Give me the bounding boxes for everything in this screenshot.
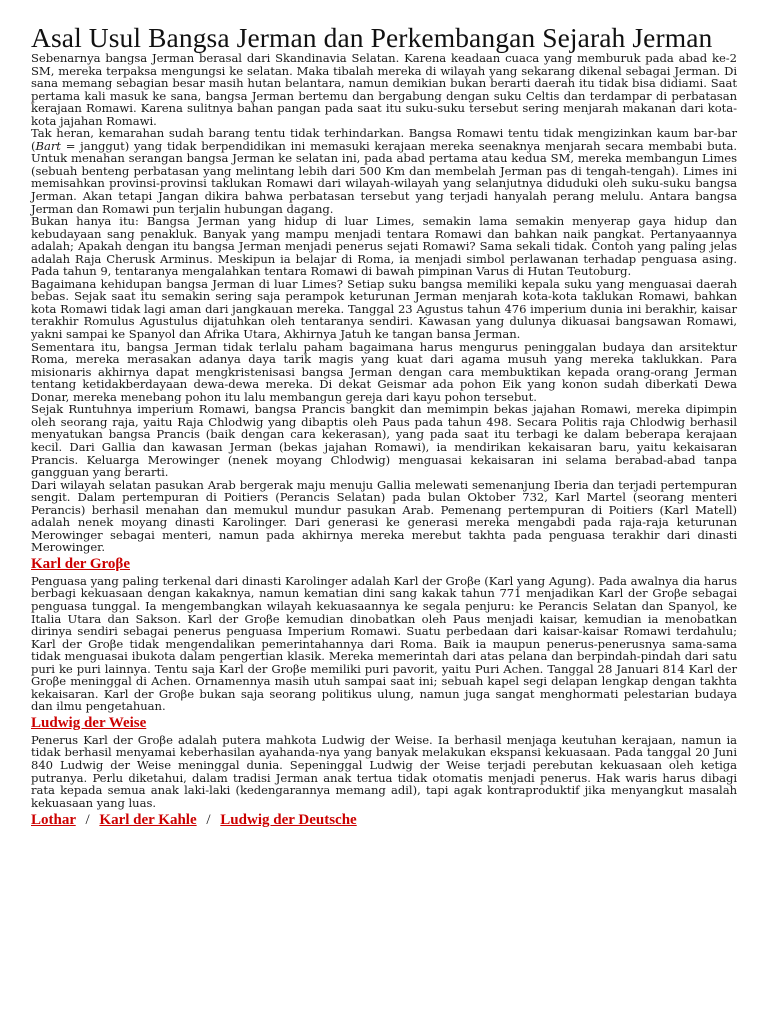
paragraph-3: Bukan hanya itu: Bangsa Jerman yang hidup di luar Limes, semakin lama semakin menyerap gaya hidup dan kebudayaan sang penakluk. Banyak yang mampu menjadi tentara Romawi dan bahkan naik pangkat. Pertanyaannya adalah; Apakah dengan itu bangsa Jerman menjadi penerus sejati Romawi? Sama sekali tidak. Contoh yang paling jelas adalah Raja Cherusk Arminus. Meskipun ia belajar di Roma, ia menjadi simbol perlawanan terhadap penguasa asing. Pada tahun 9, tentaranya mengalahkan tentara Romawi di bawah pimpinan Varus di Hutan Teutoburg.	[31, 214, 737, 279]
paragraph-5: Sementara itu, bangsa Jerman tidak terlalu paham bagaimana harus mengurus peninggalan budaya dan arsitektur Roma, mereka merasakan adanya daya tarik magis yang kuat dari agama musuh yang mereka taklukkan. Para misionaris akhirnya dapat mengkristenisasi bangsa Jerman dengan cara membuktikan kepada orang-orang Jerman tentang ketidakberdayaan dewa-dewa mereka. Di dekat Geismar ada pohon Eik yang konon sudah diberkati Dewa Donar, mereka menebang pohon itu lalu membangun gereja dari kayu pohon tersebut.	[31, 339, 737, 404]
paragraph-2: Tak heran, kemarahan sudah barang tentu tidak terhindarkan. Bangsa Romawi tentu tidak mengizinkan kaum bar-bar (Bart = janggut) yang tidak berpendidikan ini memasuki kerajaan mereka seenaknya menjarah secara membabi buta. Untuk menahan serangan bangsa Jerman ke selatan ini, pada abad pertama atau kedua SM, mereka membangun Limes (sebuah benteng perbatasan yang melintang lebih dari 500 Km dan membelah Jerman pas di tengah-tengah). Limes ini memisahkan provinsi-provinsi taklukan Romawi dari wilayah-wilayah yang selanjutnya diduduki oleh suku-suku bangsa Jerman. Akan tetapi Jangan dikira bahwa perbatasan tersebut yang terjadi hanyalah perang melulu. Antara bangsa Jerman dan Romawi pun terjalin hubungan dagang.	[31, 126, 737, 216]
link-karl-der-kahle[interactable]: Karl der Kahle	[99, 812, 197, 829]
paragraph-6: Sejak Runtuhnya imperium Romawi, bangsa Prancis bangkit dan memimpin bekas jajahan Romawi, mereka dipimpin oleh seorang raja, yaitu Raja Chlodwig yang dibaptis oleh Paus pada tahun 498. Secara Politis raja Chlodwig berhasil menyatukan bangsa Prancis (baik dengan cara kekerasan), yang pada saat itu terbagi ke dalam beberapa kerajaan kecil. Dari Gallia dan kawasan Jerman (bekas jajahan Romawi), ia mendirikan kekaisaran baru, yaitu kekaisaran Prancis. Keluarga Merowinger (nenek moyang Chlodwig) menguasai kekaisaran ini selama berabad-abad tanpa gangguan yang berarti.	[31, 402, 737, 480]
paragraph-karl-der-grosse: Penguasa yang paling terkenal dari dinasti Karolinger adalah Karl der Groβe (Karl yang Agung). Pada awalnya dia harus berbagi kekuasaan dengan kakaknya, namun kematian dini sang kakak tahun 771 menjadikan Karl der Groβe sebagai penguasa tunggal. Ia mengembangkan wilayah kekuasaannya ke segala penjuru: ke Perancis Selatan dan Spanyol, ke Italia Utara dan Sakson. Karl der Groβe kemudian dinobatkan oleh Paus menjadi kaisar, kemudian ia menobatkan dirinya sendiri sebagai penerus penguasa Imperium Romawi. Suatu perbedaan dari kaisar-kaisar Romawi terdahulu; Karl der Groβe tidak mengendalikan pemerintahannya dari Roma. Baik ia maupun penerus-penerusnya sama-sama tidak menguasai ibukota dalam pengertian klasik. Mereka memerintah dari atas pelana dan berpindah-pindah dari satu puri ke puri lainnya. Tentu saja Karl der Groβe memiliki puri pavorit, yaitu Puri Achen. Tanggal 28 Januari 814 Karl der Groβe meninggal di Achen. Ornamennya masih utuh sampai saat ini; sebuah kapel segi delapan lengkap dengan takhta kekaisaran. Karl der Groβe bukan saja seorang politikus ulung, namun juga sangat menghormati pelestarian budaya dan ilmu pengetahuan.	[31, 573, 737, 714]
section-body-ludwig-der-weise	[31, 734, 737, 809]
paragraph-1: Sebenarnya bangsa Jerman berasal dari Skandinavia Selatan. Karena keadaan cuaca yang memburuk pada abad ke-2 SM, mereka terpaksa mengungsi ke selatan. Maka tibalah mereka di wilayah yang sekarang dikenal sebagai Jerman. Di sana memang sebagian besar masih hutan belantara, namun demikian bukan berarti daerah itu tidak bisa didiami. Saat pertama kali masuk ke sana, bangsa Jerman bertemu dan bergabung dengan suku Celtis dan terdampar di perbatasan kerajaan Romawi. Karena sulitnya bahan pangan pada saat itu suku-suku tersebut sering menjarah makanan dari kota-kota jajahan Romawi.	[31, 51, 737, 128]
paragraph-ludwig-der-weise: Penerus Karl der Groβe adalah putera mahkota Ludwig der Weise. Ia berhasil menjaga keutuhan kerajaan, namun ia tidak berhasil menyamai keberhasilan ayahanda-nya yang banyak melakukan ekspansi kekuasaan. Pada tanggal 20 Juni 840 Ludwig der Weise meninggal dunia. Sepeninggal Ludwig der Weise terjadi perebutan kekuasaan oleh ketiga putranya. Perlu diketahui, dalam tradisi Jerman anak tertua tidak otomatis menjadi penerus. Hak waris harus dibagi rata kepada semua anak laki-laki (kedengarannya memang adil), tapi agak kontraproduktif jika menyangkut masalah kekuasaan yang luas.	[31, 732, 737, 810]
link-karl-der-grosse[interactable]: Karl der Groβe	[31, 555, 130, 572]
page-title: Asal Usul Bangsa Jerman dan Perkembangan Sejarah Jerman	[31, 22, 713, 53]
paragraph-7: Dari wilayah selatan pasukan Arab bergerak maju menuju Gallia melewati semenanjung Iberia dan terjadi pertempuran sengit. Dalam pertempuran di Poitiers (Perancis Selatan) pada bulan Oktober 732, Karl Martel (seorang menteri Perancis) berhasil menahan dan memukul mundur pasukan Arab. Pemenang pertempuran di Poitiers (Karl Matell) adalah nenek moyang dinasti Karolinger. Dari generasi ke generasi mereka mengabdi pada raja-raja keturunan Merowinger sebagai menteri, namun pada akhirnya mereka merebut takhta pada penguasa terakhir dari dinasti Merowinger.	[31, 477, 737, 555]
article-body	[31, 52, 737, 554]
link-lothar[interactable]: Lothar	[31, 812, 76, 829]
successor-links	[31, 812, 737, 829]
nav-separator: /	[85, 812, 90, 829]
section-heading-ludwig-der-weise	[31, 715, 737, 732]
paragraph-4: Bagaimana kehidupan bangsa Jerman di luar Limes? Setiap suku bangsa memiliki kepala suku yang menguasai daerah bebas. Sejak saat itu semakin sering saja perampok keturunan Jerman menjarah kota-kota taklukan Romawi, bahkan kota Romawi tidak lagi aman dari jangkauan mereka. Tanggal 23 Agustus tahun 476 imperium dunia ini berakhir, kaisar terakhir Romulus Agustulus dijatuhkan oleh tentaranya sendiri. Kawasan yang dulunya dikuasai bangsawan Romawi, yakni sampai ke Spanyol dan Afrika Utara, Akhirnya Jatuh ke tangan bansa Jerman.	[31, 276, 737, 342]
nav-separator: /	[206, 812, 211, 829]
section-body-karl-der-grosse	[31, 575, 737, 713]
link-ludwig-der-deutsche[interactable]: Ludwig der Deutsche	[220, 812, 357, 829]
section-heading-karl-der-grosse	[31, 556, 737, 573]
link-ludwig-der-weise[interactable]: Ludwig der Weise	[31, 714, 147, 731]
